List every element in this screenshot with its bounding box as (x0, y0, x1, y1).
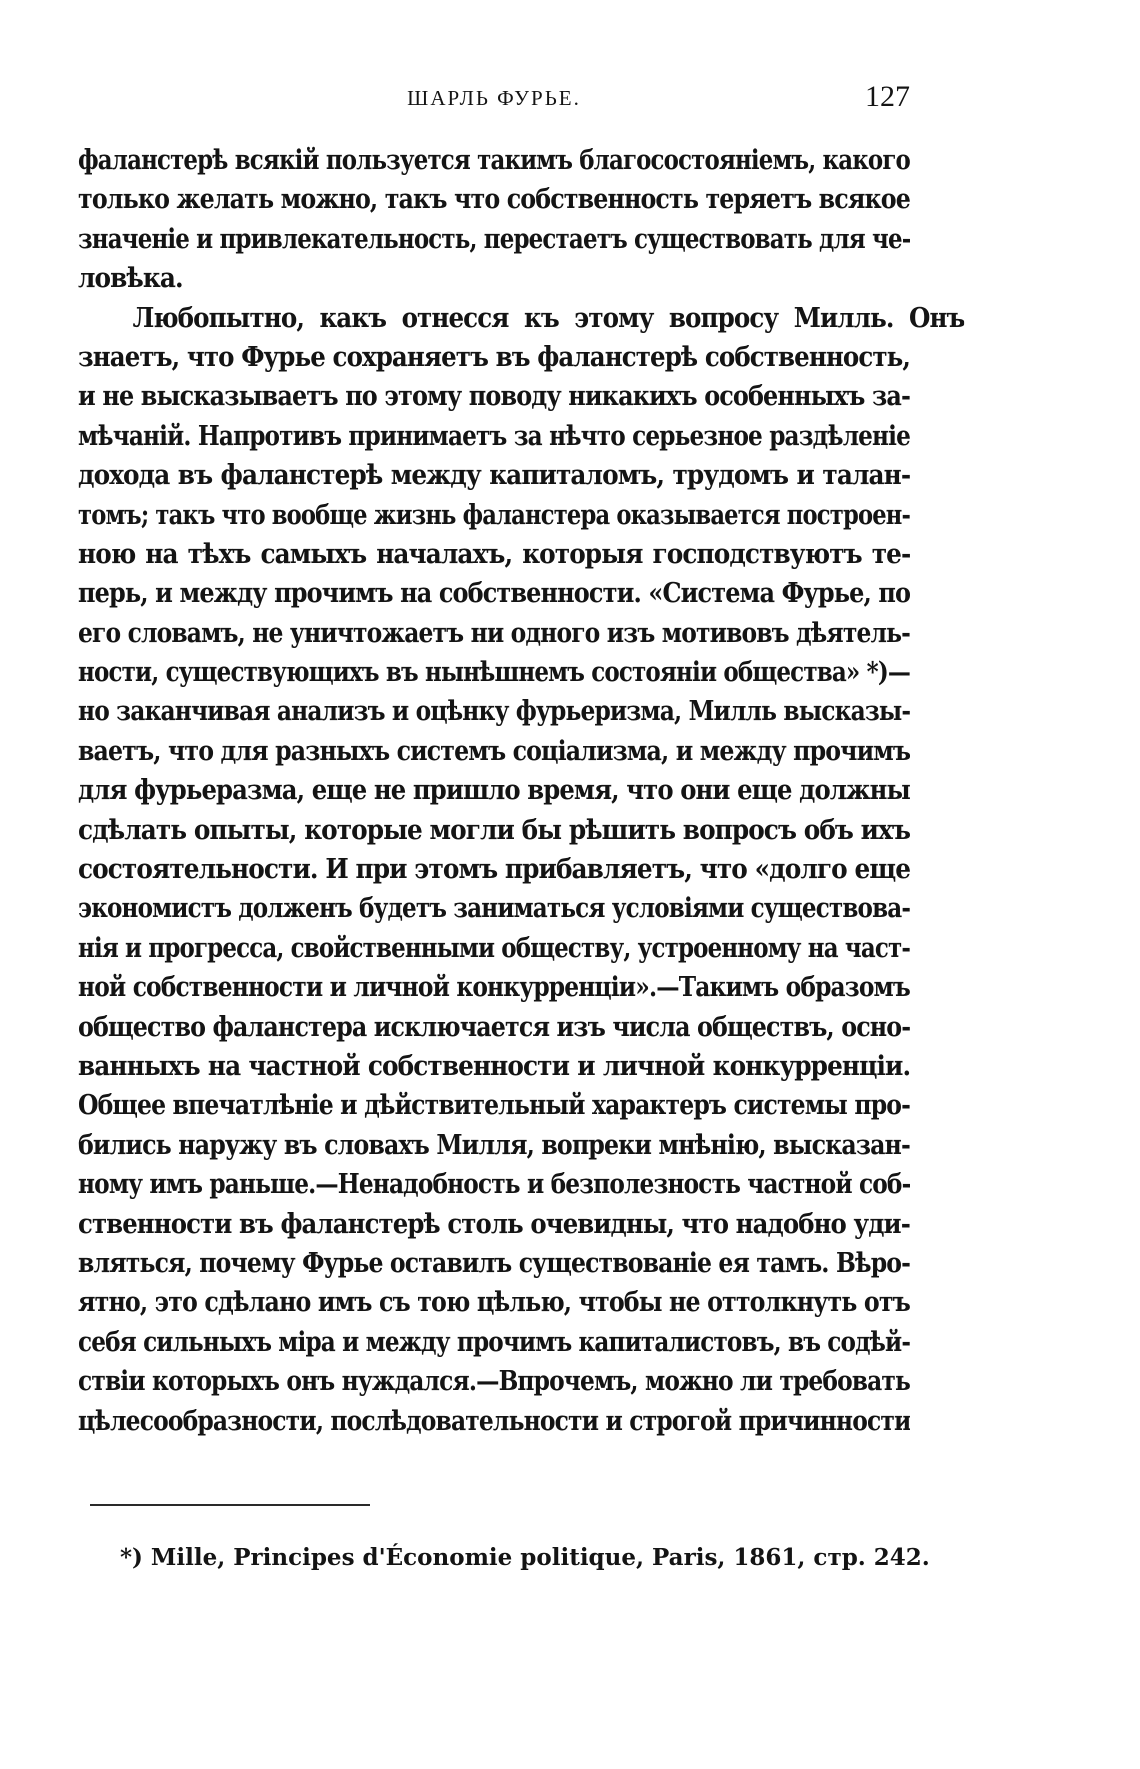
text-line: дохода въ фаланстерѣ между капиталомъ, трудомъ и талан- (78, 459, 910, 492)
text-line: Общее впечатлѣніе и дѣйствительный характеръ системы про- (78, 1089, 911, 1122)
text-line: состоятельности. И при этомъ прибавляетъ, что «долго еще (78, 853, 910, 886)
footnote-rule (90, 1504, 370, 1506)
text-line: ваетъ, что для разныхъ системъ соціализма, и между прочимъ (78, 734, 910, 767)
text-line: но заканчивая анализъ и оцѣнку фурьеризма, Милль высказы- (78, 695, 910, 728)
text-line: и не высказываетъ по этому поводу никакихъ особенныхъ за- (78, 380, 911, 413)
text-line: общество фаланстера исключается изъ числа обществъ, осно- (78, 1010, 910, 1043)
text-line: томъ; такъ что вообще жизнь фаланстера оказывается построен- (78, 498, 911, 531)
text-line: ственности въ фаланстерѣ столь очевидны, что надобно уди- (78, 1207, 910, 1240)
text-line: ною на тѣхъ самыхъ началахъ, которыя господствуютъ те- (78, 537, 910, 570)
text-line: ному имъ раньше.—Ненадобность и безполезность частной соб- (78, 1168, 911, 1201)
running-head (78, 80, 910, 120)
text-line: для фурьеразма, еще не пришло время, что они еще должны (78, 774, 910, 807)
page-number: 127 (865, 80, 910, 113)
text-line: перь, и между прочимъ на собственности. «Система Фурье, по (78, 577, 910, 610)
text-line: экономистъ долженъ будетъ заниматься условіями существова- (78, 892, 911, 925)
running-title: ШАРЛЬ ФУРЬЕ. (407, 86, 581, 110)
footnote: *) Mille, Principes d'Économie politique, Paris, 1861, стр. 242. (120, 1544, 930, 1571)
text-line: ловѣка. (78, 262, 183, 295)
text-line: Любопытно, какъ отнесся къ этому вопросу Милль. Онъ (132, 301, 965, 334)
text-line: его словамъ, не уничтожаетъ ни одного изъ мотивовъ дѣятель- (78, 616, 911, 649)
text-line: ятно, это сдѣлано имъ съ тою цѣлью, чтобы не оттолкнуть отъ (78, 1286, 910, 1319)
text-line: фаланстерѣ всякій пользуется такимъ благосостояніемъ, какого (78, 144, 910, 176)
text-line: значеніе и привлекательность, перестаетъ существовать для че- (78, 222, 910, 255)
text-line: ствіи которыхъ онъ нуждался.—Впрочемъ, можно ли требовать (78, 1365, 910, 1398)
text-line: ной собственности и личной конкурренціи».—Такимъ образомъ (78, 971, 910, 1004)
text-line: себя сильныхъ міра и между прочимъ капиталистовъ, въ содѣй- (78, 1325, 911, 1358)
paragraph-1 (78, 141, 910, 299)
body-text (78, 141, 965, 1441)
text-line: только желать можно, такъ что собственность теряетъ всякое (78, 183, 910, 216)
text-line: цѣлесообразности, послѣдовательности и строгой причинности (78, 1404, 911, 1437)
text-line: знаетъ, что Фурье сохраняетъ въ фаланстерѣ собственность, (78, 340, 911, 373)
text-line: ности, существующихъ въ нынѣшнемъ состояніи общества» *)— (78, 656, 911, 689)
text-line: бились наружу въ словахъ Милля, вопреки мнѣнію, высказан- (78, 1128, 910, 1161)
text-line: ванныхъ на частной собственности и личной конкурренціи. (78, 1049, 910, 1082)
text-line: сдѣлать опыты, которые могли бы рѣшить вопросъ объ ихъ (78, 813, 911, 846)
text-line: мѣчаній. Напротивъ принимаетъ за нѣчто серьезное раздѣленіе (78, 419, 911, 452)
text-line: нія и прогресса, свойственными обществу, устроенному на част- (78, 931, 910, 964)
paragraph-2 (78, 299, 965, 1441)
text-line: вляться, почему Фурье оставилъ существованіе ея тамъ. Вѣро- (78, 1246, 911, 1279)
